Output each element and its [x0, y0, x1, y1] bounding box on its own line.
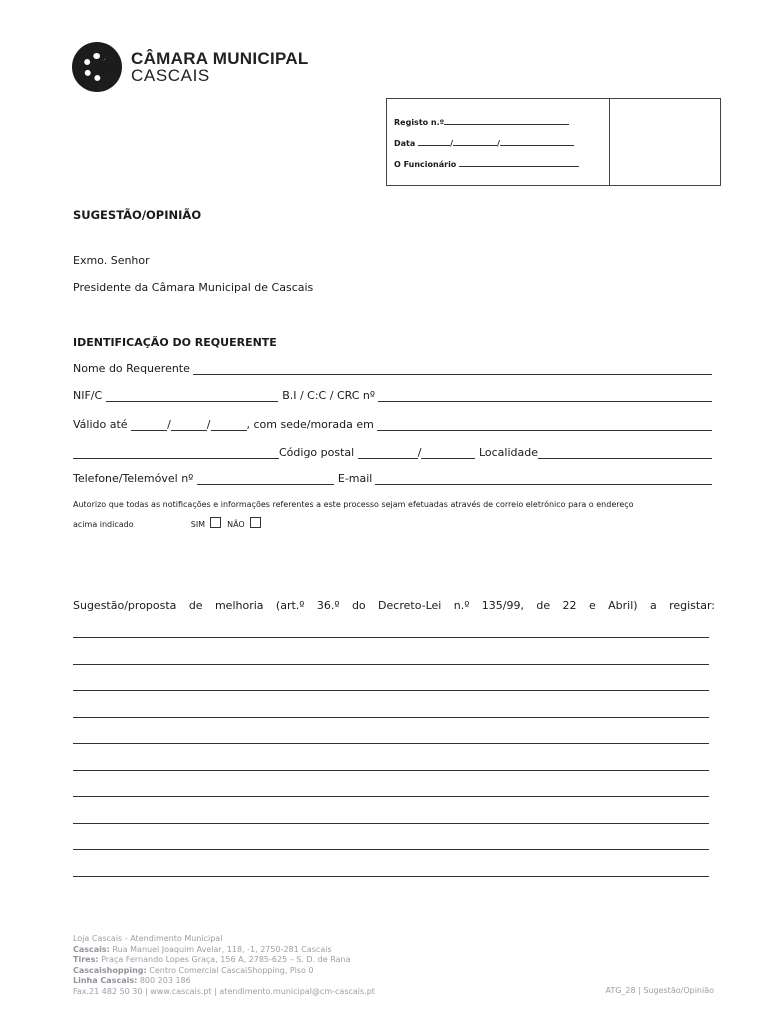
localidade-field[interactable]	[538, 447, 712, 459]
suggestion-label: Sugestão/proposta de melhoria (art.º 36.º do Decreto-Lei n.º 135/99, de 22 e Abril) a registar:	[73, 599, 715, 612]
suggestion-line-6[interactable]	[73, 770, 709, 771]
footer-loja: Loja Cascais - Atendimento Municipal	[73, 934, 223, 943]
morada-field[interactable]	[73, 447, 279, 459]
registo-box	[386, 98, 721, 186]
nif-field[interactable]	[106, 390, 278, 402]
data-line[interactable]: Data / /	[394, 134, 609, 155]
nome-label: Nome do Requerente	[73, 362, 190, 375]
sede-label: , com sede/morada em	[246, 418, 374, 431]
footer-shopping-label: Cascaishopping:	[73, 965, 147, 975]
footer-cascais-text: Rua Manuel Joaquim Avelar, 118, -1, 2750-281 Cascais	[112, 944, 332, 954]
suggestion-line-8[interactable]	[73, 823, 709, 824]
form-title: SUGESTÃO/OPINIÃO	[73, 208, 202, 222]
logo-line1: CÂMARA MUNICIPAL	[131, 49, 309, 68]
valido-day-field[interactable]	[131, 419, 167, 431]
footer-linha-label: Linha Cascais:	[73, 976, 138, 985]
bi-field[interactable]	[378, 390, 712, 402]
nif-label: NIF/C	[73, 389, 103, 402]
logo	[72, 42, 309, 92]
suggestion-line-7[interactable]	[73, 796, 709, 797]
suggestion-line-3[interactable]	[73, 690, 709, 691]
telefone-label: Telefone/Telemóvel nº	[73, 472, 194, 485]
telefone-row	[73, 472, 715, 485]
funcionario-label: O Funcionário	[394, 160, 457, 169]
suggestion-line-5[interactable]	[73, 743, 709, 744]
sim-checkbox[interactable]	[210, 517, 221, 528]
codigo-postal-field-2[interactable]	[421, 447, 475, 459]
authorization-text-2: acima indicado	[73, 520, 134, 529]
localidade-label: Localidade	[478, 446, 538, 459]
suggestion-line-9[interactable]	[73, 849, 709, 850]
email-label: E-mail	[337, 472, 373, 485]
codigo-postal-row: Código postal / Localidade	[73, 446, 715, 459]
footer-contacts: Fax.21 482 50 30 | www.cascais.pt | atendimento.municipal@cm-cascais.pt	[73, 986, 375, 996]
authorization-text: Autorizo que todas as notificações e informações referentes a este processo sejam efetuadas através de correio eletrónico para o endereço	[73, 500, 634, 509]
email-field[interactable]	[375, 473, 712, 485]
authorization-options	[73, 517, 267, 529]
suggestion-line-10[interactable]	[73, 876, 709, 877]
footer-shopping-text: Centro Comercial CascaiShopping, Piso 0	[149, 965, 314, 975]
salutation: Exmo. Senhor	[73, 254, 150, 267]
footer-tires-text: Praça Fernando Lopes Graça, 156 A, 2785-625 – S. D. de Rana	[101, 955, 351, 964]
sim-label: SIM	[190, 520, 206, 529]
footer-cascais-label: Cascais:	[73, 944, 110, 954]
registo-line[interactable]	[394, 113, 609, 134]
valido-year-field[interactable]	[211, 419, 247, 431]
footer-ref: ATG_28 | Sugestão/Opinião	[605, 986, 714, 995]
suggestion-line-4[interactable]	[73, 717, 709, 718]
codigo-postal-field-1[interactable]	[358, 447, 418, 459]
codigo-postal-label: Código postal	[279, 446, 355, 459]
nao-checkbox[interactable]	[250, 517, 261, 528]
bi-label: B.I / C:C / CRC nº	[282, 389, 376, 402]
funcionario-line[interactable]	[394, 155, 609, 176]
valido-row: Válido até / / , com sede/morada em	[73, 418, 715, 431]
data-label: Data	[394, 139, 416, 148]
footer	[73, 934, 375, 997]
section-title: IDENTIFICAÇÃO DO REQUERENTE	[73, 336, 277, 349]
registo-label: Registo n.º	[394, 118, 445, 127]
sede-field[interactable]	[377, 419, 712, 431]
footer-tires-label: Tires:	[73, 955, 99, 964]
footer-linha-text: 800 203 186	[139, 976, 191, 985]
suggestion-line-1[interactable]	[73, 637, 709, 638]
nif-row	[73, 389, 715, 402]
camara-logo-icon	[72, 42, 122, 92]
telefone-field[interactable]	[197, 473, 334, 485]
suggestion-line-2[interactable]	[73, 664, 709, 665]
logo-line2: CASCAIS	[131, 66, 210, 85]
valido-label: Válido até	[73, 418, 128, 431]
nao-label: NÃO	[227, 520, 245, 529]
nome-row	[73, 362, 715, 375]
nome-field[interactable]	[193, 363, 712, 375]
addressee: Presidente da Câmara Municipal de Cascais	[73, 281, 314, 294]
valido-month-field[interactable]	[171, 419, 207, 431]
